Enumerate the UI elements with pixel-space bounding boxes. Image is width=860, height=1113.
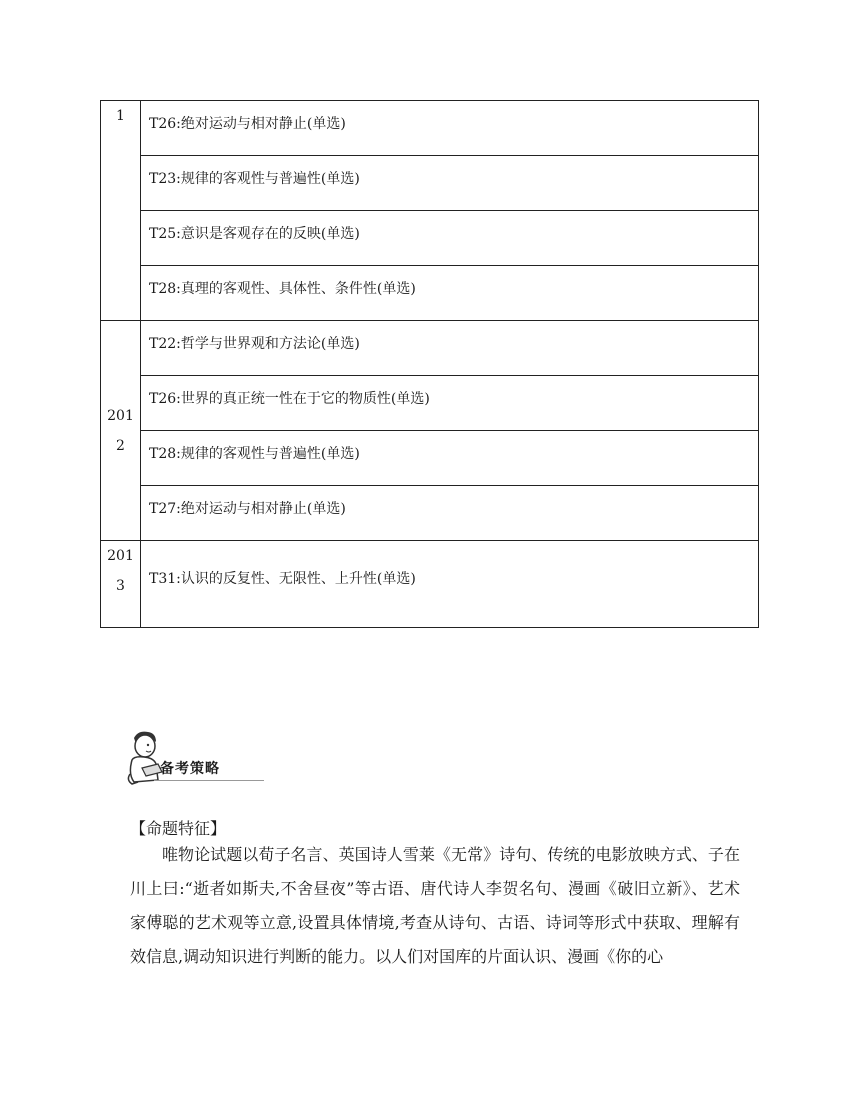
topic-cell: T26:绝对运动与相对静止(单选) (141, 101, 759, 156)
table-row (101, 431, 759, 486)
year-label: 2013 (107, 548, 134, 594)
year-cell (101, 541, 141, 628)
exam-topics-table (100, 100, 759, 628)
table-row (101, 266, 759, 321)
paragraph-text: 唯物论试题以荀子名言、英国诗人雪莱《无常》诗句、传统的电影放映方式、子在川上曰:“逝者如斯夫,不舍昼夜”等古语、唐代诗人李贺名句、漫画《破旧立新》、艺术家傅聪的艺术观等立意,设置具体情境,考查从诗句、古语、诗词等形式中获取、理解有效信息,调动知识进行判断的能力。以人们对国库的片面认识、漫画《你的心 (130, 845, 740, 966)
divider (154, 780, 264, 781)
strategy-title: 备考策略 (160, 761, 220, 777)
year-label: 1 (116, 108, 125, 124)
strategy-header (124, 730, 264, 788)
topic-cell: T25:意识是客观存在的反映(单选) (141, 211, 759, 266)
table-row (101, 321, 759, 376)
topic-cell: T27:绝对运动与相对静止(单选) (141, 486, 759, 541)
table-row (101, 101, 759, 156)
topic-cell: T23:规律的客观性与普遍性(单选) (141, 156, 759, 211)
table-row (101, 486, 759, 541)
section-heading: 【命题特征】 (130, 819, 227, 838)
year-cell (101, 101, 141, 321)
table-row (101, 156, 759, 211)
year-cell (101, 321, 141, 541)
topic-cell: T22:哲学与世界观和方法论(单选) (141, 321, 759, 376)
topic-cell: T26:世界的真正统一性在于它的物质性(单选) (141, 376, 759, 431)
table-row (101, 376, 759, 431)
year-label: 2012 (107, 407, 134, 454)
topic-cell: T28:规律的客观性与普遍性(单选) (141, 431, 759, 486)
topic-cell: T31:认识的反复性、无限性、上升性(单选) (141, 541, 759, 628)
table-row (101, 541, 759, 628)
topic-cell: T28:真理的客观性、具体性、条件性(单选) (141, 266, 759, 321)
body-paragraph (130, 838, 740, 974)
table-row (101, 211, 759, 266)
